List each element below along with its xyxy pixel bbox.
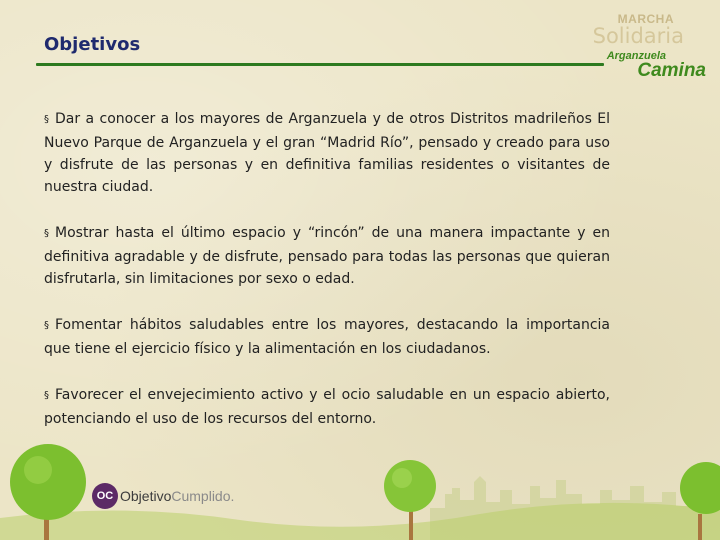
tree-trunk-right <box>698 514 702 540</box>
objetivo-cumplido-logo <box>92 481 234 511</box>
brand-name-part1: Objetivo <box>120 488 172 504</box>
brand-mark-icon: OC <box>92 483 118 509</box>
slide-title: Objetivos <box>44 34 141 55</box>
objective-item <box>44 314 610 360</box>
tree-left <box>10 444 86 520</box>
brand-name-part2: Cumplido. <box>171 488 235 504</box>
objective-text: Fomentar hábitos saludables entre los mayores, destacando la importancia que tiene el ejercicio físico y la alimentación en los ciudadanos. <box>44 317 610 357</box>
objective-text: Dar a conocer a los mayores de Arganzuela y de otros Distritos madrileños El Nuevo Parque de Arganzuela y el gran “Madrid Río”, pensado y creado para uso y disfrute de las personas y en definitiva familias residentes o visitantes de nuestra ciudad. <box>44 111 610 195</box>
bullet-icon: § <box>44 320 49 331</box>
objective-text: Favorecer el envejecimiento activo y el ocio saludable en un espacio abierto, potenciando el uso de los recursos del entorno. <box>44 387 610 427</box>
objective-text: Mostrar hasta el último espacio y “rincón” de una manera impactante y en definitiva agradable y de disfrute, pensado para todas las personas que quieran disfrutarla, sin limitaciones por sexo o edad. <box>44 225 610 287</box>
tree-center <box>384 460 436 512</box>
bullet-icon: § <box>44 228 49 239</box>
logo-line-marcha: MARCHA <box>617 12 674 26</box>
bullet-icon: § <box>44 114 49 125</box>
logo-line-arganzuela: Arganzuela <box>606 50 666 62</box>
logo-line-camina: Camina <box>637 60 706 81</box>
park-illustration <box>0 390 720 540</box>
objective-item <box>44 222 610 290</box>
marcha-solidaria-logo <box>592 10 710 81</box>
title-underline <box>36 63 604 66</box>
objectives-list <box>44 108 610 430</box>
tree-trunk-center <box>409 508 413 540</box>
brand-name <box>120 488 234 504</box>
objective-item <box>44 108 610 198</box>
logo-line-solidaria: Solidaria <box>592 24 684 48</box>
bullet-icon: § <box>44 390 49 401</box>
